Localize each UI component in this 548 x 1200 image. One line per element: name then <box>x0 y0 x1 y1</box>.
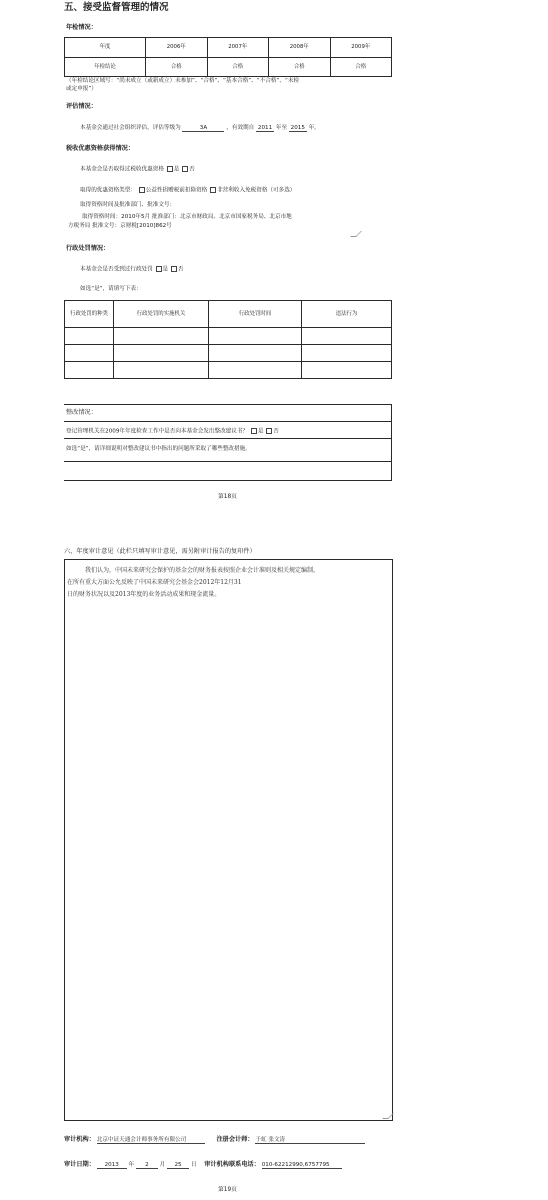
annual-check-result-cell: 合格 <box>207 58 269 77</box>
annual-check-note-line1: （年检结论区域写：“尚未成立（或新成立）未参加”、“合格”、“基本合格”、“不合格”、“未检 <box>66 78 300 84</box>
divider <box>64 438 391 439</box>
tax-yes-checkbox[interactable] <box>167 166 173 172</box>
table-row <box>65 362 392 379</box>
auditor-org-label: 审计机构： <box>64 1136 95 1143</box>
audit-month-field[interactable]: 2 <box>136 1162 158 1169</box>
penalty-cell[interactable] <box>209 362 302 379</box>
annual-check-header-cell: 2008年 <box>269 38 331 58</box>
tax-detail-line1: 取得资格时间：2010年5月 批准部门：北京市财政局、北京市国家税务局、北京市地 <box>82 214 292 220</box>
audit-month-unit: 月 <box>159 1162 166 1168</box>
audit-date-label: 审计日期： <box>64 1161 95 1168</box>
penalty-question: 本基金会是否受到过行政处罚 <box>80 266 153 273</box>
tax-detail-line2: 方税务局 批准文号：京财税[2010]862号 <box>68 223 172 229</box>
rectification-no-label: 否 <box>273 428 279 435</box>
penalty-cell[interactable] <box>209 328 302 345</box>
annual-check-result-cell: 合格 <box>330 58 392 77</box>
rectification-question-2: 如选“是”，请详细说明对整改建议书中指出的问题所采取了哪些整改措施。 <box>66 446 251 452</box>
divider <box>64 461 391 462</box>
page-number: 第18页 <box>218 494 237 500</box>
penalty-cell[interactable] <box>302 345 392 362</box>
penalty-cell[interactable] <box>114 362 209 379</box>
tax-type-option2-checkbox[interactable] <box>210 187 216 193</box>
annual-check-note-line2: 或定申报”） <box>66 86 97 92</box>
rectification-question-line <box>66 428 279 435</box>
penalty-yes-checkbox[interactable] <box>156 266 162 272</box>
tax-dept-label: 取得资格时间及批准部门、批准文号： <box>80 202 176 208</box>
audit-year-unit: 年 <box>128 1162 135 1168</box>
penalty-table <box>64 300 392 379</box>
contact-label: 审计机构联系电话： <box>204 1161 260 1168</box>
tax-no-checkbox[interactable] <box>182 166 188 172</box>
evaluation-level-field[interactable]: 3A <box>182 125 224 132</box>
evaluation-text-a: 本基金会通过社会组织评估，评估等级为 <box>80 125 181 131</box>
audit-date-line <box>64 1161 342 1169</box>
tax-no-label: 否 <box>189 166 195 173</box>
annual-check-result-cell: 合格 <box>146 58 208 77</box>
tax-question: 本基金会是否取得过税收优惠资格 <box>80 166 164 173</box>
penalty-cell[interactable] <box>302 328 392 345</box>
evaluation-from-year-field[interactable]: 2011 <box>257 125 273 131</box>
tax-type-line <box>80 187 295 194</box>
page-number: 第19页 <box>218 1187 237 1193</box>
annual-check-header-cell: 2006年 <box>146 38 208 58</box>
resize-handle-icon[interactable] <box>382 1113 394 1119</box>
penalty-cell[interactable] <box>65 328 114 345</box>
annual-check-header-cell: 2007年 <box>207 38 269 58</box>
penalty-cell[interactable] <box>114 345 209 362</box>
annual-check-header-cell: 年度 <box>65 38 146 58</box>
evaluation-text-d: 年。 <box>308 125 320 131</box>
table-row <box>65 328 392 345</box>
tax-type-label: 取得的优惠资格类型： <box>80 187 136 194</box>
tax-detail-textarea[interactable] <box>66 210 360 238</box>
tax-yes-label: 是 <box>173 166 180 173</box>
rectification-no-checkbox[interactable] <box>266 428 272 434</box>
penalty-no-label: 否 <box>177 266 184 273</box>
audit-year-field[interactable]: 2013 <box>97 1162 127 1169</box>
evaluation-line <box>80 125 320 132</box>
penalty-col-header: 行政处罚的实施机关 <box>114 301 209 328</box>
resize-handle-icon[interactable] <box>350 231 362 237</box>
rectification-box <box>64 404 392 481</box>
annual-check-table <box>64 37 392 77</box>
annual-check-header-cell: 2009年 <box>330 38 392 58</box>
penalty-col-header: 违法行为 <box>302 301 392 328</box>
tax-question-line <box>80 166 195 173</box>
penalty-question-line <box>80 266 184 273</box>
audit-day-field[interactable]: 25 <box>167 1162 189 1169</box>
divider <box>64 421 391 422</box>
penalty-heading: 行政处罚情况： <box>66 245 110 252</box>
section-6-title: 六、年度审计意见（此栏只填写审计意见，需另附审计报告的复印件） <box>64 548 256 555</box>
auditor-org-field[interactable]: 北京中证天通会计师事务所有限公司 <box>97 1137 205 1144</box>
cpa-field[interactable]: 于虹 张文涛 <box>255 1137 365 1144</box>
tax-heading: 税收优惠资格获得情况： <box>66 145 135 152</box>
tax-type-option1-checkbox[interactable] <box>139 187 145 193</box>
penalty-col-header: 行政处罚的种类 <box>65 301 114 328</box>
evaluation-to-year-field[interactable]: 2015 <box>290 125 305 131</box>
penalty-cell[interactable] <box>65 345 114 362</box>
section-5-title: 五、接受监督管理的情况 <box>64 2 169 13</box>
penalty-cell[interactable] <box>209 345 302 362</box>
annual-check-result-cell: 年检结论 <box>65 58 146 77</box>
penalty-instruction: 如选“是”，请填写下表： <box>80 286 142 292</box>
annual-check-heading: 年检情况： <box>66 24 97 31</box>
audit-opinion-line3: 日的财务状况以及2013年度的业务活动成果和现金流量。 <box>67 591 221 598</box>
penalty-cell[interactable] <box>65 362 114 379</box>
penalty-no-checkbox[interactable] <box>171 266 177 272</box>
evaluation-text-b: ，有效期自 <box>226 125 255 131</box>
penalty-cell[interactable] <box>302 362 392 379</box>
penalty-cell[interactable] <box>114 328 209 345</box>
rectification-heading: 整改情况： <box>66 409 97 416</box>
audit-opinion-textarea[interactable] <box>64 559 393 1121</box>
rectification-yes-label: 是 <box>257 428 264 435</box>
table-row <box>65 345 392 362</box>
rectification-yes-checkbox[interactable] <box>251 428 257 434</box>
auditor-line <box>64 1136 365 1144</box>
audit-opinion-line1: 我们认为，中国未来研究会保护的基金会的财务报表按照企业会计准则及相关规定编制， <box>85 567 320 574</box>
evaluation-text-c: 年至 <box>275 125 288 131</box>
penalty-yes-label: 是 <box>162 266 169 273</box>
contact-field[interactable]: 010-62212990,6757795 <box>262 1162 342 1169</box>
rectification-question: 登记管理机关在2009年年度检查工作中是否向本基金会发出整改建议书？ <box>66 428 249 435</box>
tax-type-option2-label: 非营利收入免税资格（可多选） <box>217 187 296 194</box>
evaluation-heading: 评估情况： <box>66 103 97 110</box>
penalty-col-header: 行政处罚时间 <box>209 301 302 328</box>
tax-type-option1-label: 公益性捐赠税前扣除资格 <box>145 187 208 194</box>
cpa-label: 注册会计师： <box>216 1136 254 1143</box>
audit-opinion-line2: 在所有重大方面公允反映了中国未来研究会基金会2012年12月31 <box>67 579 242 586</box>
audit-day-unit: 日 <box>190 1162 197 1168</box>
annual-check-result-cell: 合格 <box>269 58 331 77</box>
